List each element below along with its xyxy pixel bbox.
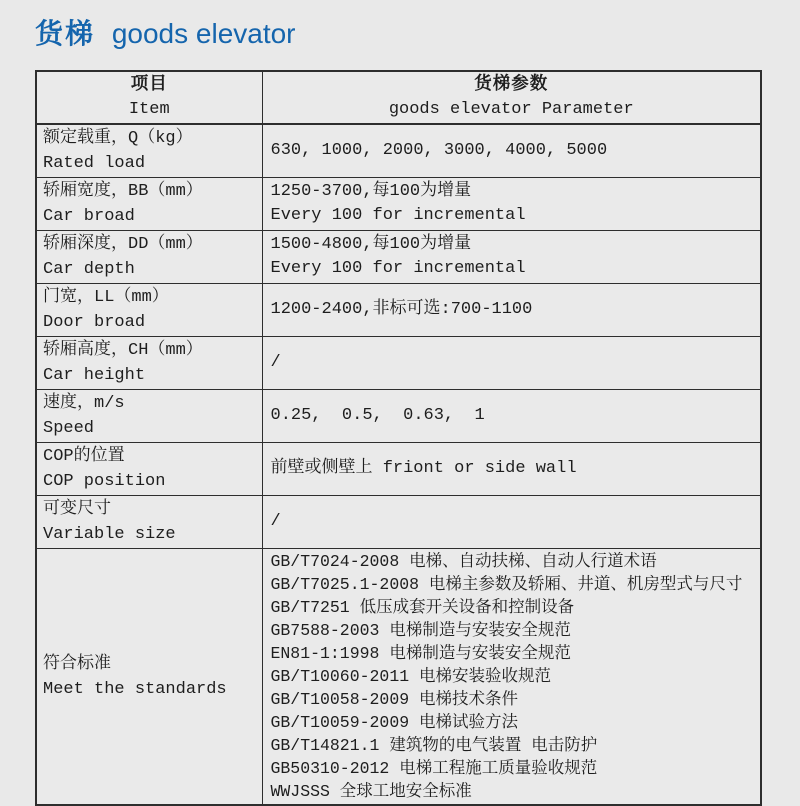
header-item-en: Item	[128, 100, 170, 119]
item-label-en: Meet the standards	[43, 679, 227, 699]
value-line: /	[270, 512, 281, 531]
item-cell	[36, 284, 262, 337]
item-cell	[36, 496, 262, 549]
table-row-rated-load	[36, 124, 761, 178]
item-label-en: Rated load	[43, 154, 146, 173]
item-label-en: Door broad	[43, 313, 146, 332]
value-cell	[262, 178, 761, 231]
standard-line: GB/T7251 低压成套开关设备和控制设备	[270, 598, 575, 617]
item-cell	[36, 549, 262, 806]
item-cell	[36, 337, 262, 390]
value-cell	[262, 337, 761, 390]
standard-line: GB7588-2003 电梯制造与安装安全规范	[270, 621, 571, 640]
item-cell	[36, 231, 262, 284]
table-header-row	[36, 71, 761, 124]
item-label-en: COP position	[43, 472, 166, 491]
item-cell	[36, 443, 262, 496]
value-line: /	[270, 353, 281, 372]
item-label-zh: 轿厢高度，CH（mm）	[43, 341, 203, 360]
standard-line: GB/T7024-2008 电梯、自动扶梯、自动人行道术语	[270, 552, 657, 571]
value-line: 630, 1000, 2000, 3000, 4000, 5000	[270, 141, 608, 160]
standard-line: WWJSSS 全球工地安全标准	[270, 782, 472, 801]
table-row-speed	[36, 390, 761, 443]
header-parameter-en: goods elevator Parameter	[388, 100, 634, 119]
standard-line: GB/T10058-2009 电梯技术条件	[270, 690, 519, 709]
item-label-zh: COP的位置	[43, 447, 125, 466]
item-label-en: Speed	[43, 419, 95, 438]
header-item-cell	[36, 71, 262, 124]
parameters-table	[35, 70, 762, 806]
item-cell	[36, 178, 262, 231]
item-label-en: Car height	[43, 366, 146, 385]
value-cell	[262, 284, 761, 337]
table-row-door-broad	[36, 284, 761, 337]
item-label-zh: 速度，m/s	[43, 394, 125, 413]
header-item-zh: 项目	[130, 75, 168, 95]
standard-line: GB/T14821.1 建筑物的电气装置 电击防护	[270, 736, 598, 755]
value-line: Every 100 for incremental	[270, 206, 526, 225]
item-label-zh: 符合标准	[43, 654, 111, 674]
page-title-zh: 货梯	[35, 19, 96, 50]
value-cell	[262, 443, 761, 496]
value-line: 1200-2400,非标可选:700-1100	[270, 300, 533, 319]
item-cell	[36, 390, 262, 443]
standard-line: GB50310-2012 电梯工程施工质量验收规范	[270, 759, 598, 778]
item-label-en: Variable size	[43, 525, 176, 544]
table-row-cop-position	[36, 443, 761, 496]
page-title-en: goods elevator	[111, 18, 296, 49]
value-line: 0.25, 0.5, 0.63, 1	[270, 406, 485, 425]
header-parameter-cell	[262, 71, 761, 124]
value-line: 1500-4800,每100为增量	[270, 235, 472, 254]
item-cell	[36, 124, 262, 178]
item-label-zh: 门宽，LL（mm）	[43, 288, 169, 307]
item-label-zh: 可变尺寸	[43, 500, 111, 519]
value-line: Every 100 for incremental	[270, 259, 526, 278]
value-line: 前壁或侧壁上 friont or side wall	[270, 459, 577, 478]
standard-line: GB/T10060-2011 电梯安装验收规范	[270, 667, 552, 686]
table-row-car-height	[36, 337, 761, 390]
value-line: 1250-3700,每100为增量	[270, 182, 472, 201]
standard-line: EN81-1:1998 电梯制造与安装安全规范	[270, 644, 571, 663]
header-parameter-zh: 货梯参数	[474, 75, 549, 95]
item-label-en: Car broad	[43, 207, 135, 226]
item-label-en: Car depth	[43, 260, 135, 279]
value-cell	[262, 231, 761, 284]
item-label-zh: 轿厢深度，DD（mm）	[43, 235, 203, 254]
value-cell	[262, 124, 761, 178]
value-cell-standards	[262, 549, 761, 806]
table-row-standards	[36, 549, 761, 806]
page-title	[35, 18, 296, 53]
item-label-zh: 轿厢宽度，BB（mm）	[43, 182, 203, 201]
value-cell	[262, 496, 761, 549]
standard-line: GB/T10059-2009 电梯试验方法	[270, 713, 519, 732]
value-cell	[262, 390, 761, 443]
table-row-car-broad	[36, 178, 761, 231]
table-row-variable-size	[36, 496, 761, 549]
standard-line: GB/T7025.1-2008 电梯主参数及轿厢、井道、机房型式与尺寸	[270, 575, 743, 594]
table-row-car-depth	[36, 231, 761, 284]
item-label-zh: 额定载重，Q（kg）	[43, 129, 193, 148]
